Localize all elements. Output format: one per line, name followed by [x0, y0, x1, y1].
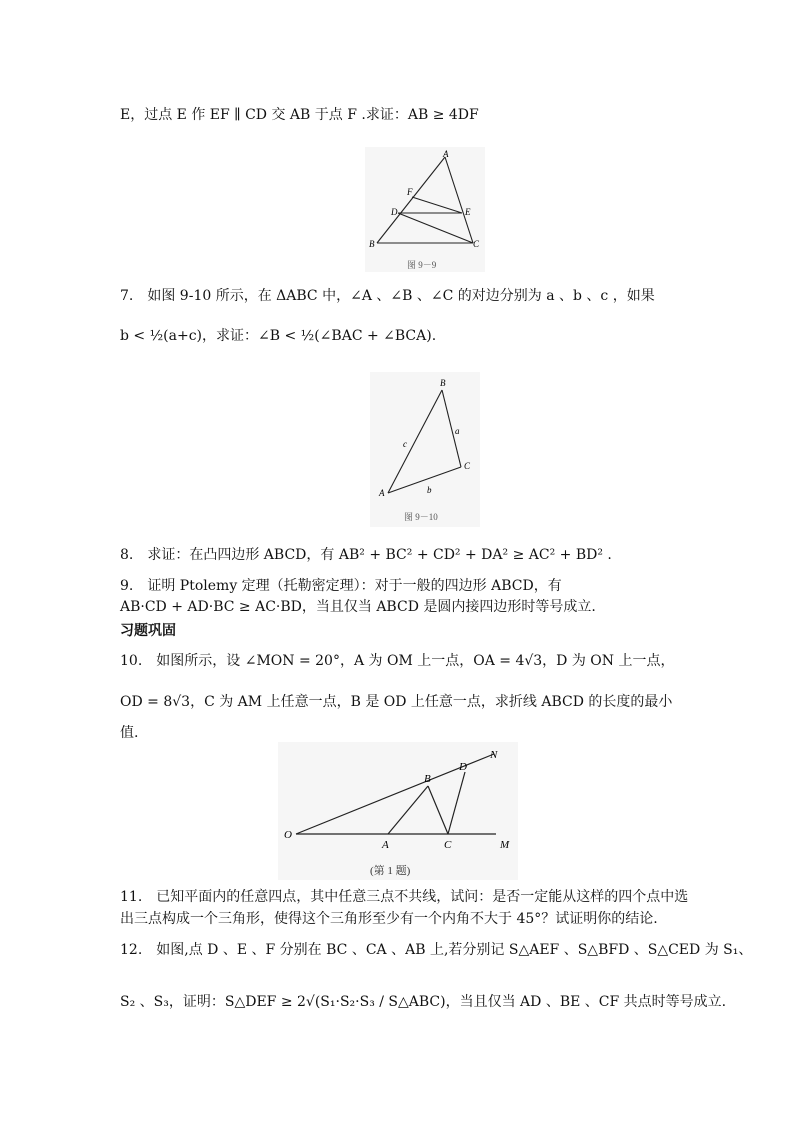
fig1-label-A: A	[382, 839, 389, 851]
fig99-label-F: F	[407, 187, 413, 197]
fig910-label-B: B	[440, 378, 446, 388]
section-heading: 习题巩固	[120, 623, 176, 639]
fig910-label-A: A	[379, 488, 385, 498]
fig910-label-C: C	[464, 461, 471, 471]
figure-q10	[278, 742, 518, 880]
q7-line1: 7. 如图 9-10 所示，在 ΔABC 中，∠A 、∠B 、∠C 的对边分别为 a 、b 、c ，如果	[120, 288, 655, 304]
q12-line2: S₂ 、S₃，证明：S△DEF ≥ 2√(S₁·S₂·S₃ / S△ABC)，当且仅当 AD 、BE 、CF 共点时等号成立.	[120, 994, 727, 1010]
fig99-label-C: C	[473, 239, 480, 249]
fig910-caption: 图 9－10	[404, 512, 438, 522]
fig1-label-B: B	[424, 773, 431, 785]
q10-line2: OD = 8√3，C 为 AM 上任意一点，B 是 OD 上任意一点，求折线 ABCD 的长度的最小	[120, 694, 673, 710]
fig1-caption: (第 1 题)	[370, 865, 411, 877]
fig99-label-D: D	[391, 207, 398, 217]
fig99-label-B: B	[369, 239, 375, 249]
q9-line1: 9. 证明 Ptolemy 定理（托勒密定理）：对于一般的四边形 ABCD，有	[120, 578, 562, 594]
fig910-label-c: c	[403, 439, 407, 449]
fig1-label-D: D	[459, 761, 467, 773]
figure-9-10	[370, 372, 480, 527]
fig1-label-M: M	[500, 839, 510, 851]
fig910-label-b: b	[427, 485, 432, 495]
fig99-caption: 图 9－9	[407, 260, 437, 270]
q12-line1: 12. 如图,点 D 、E 、F 分别在 BC 、CA 、AB 上,若分别记 S△AEF 、S△BFD 、S△CED 为 S₁、	[120, 942, 753, 958]
q10-line3: 值.	[120, 725, 139, 741]
q11-line2: 出三点构成一个三角形，使得这个三角形至少有一个内角不大于 45°？试证明你的结论.	[120, 911, 658, 927]
q11-line1: 11. 已知平面内的任意四点，其中任意三点不共线，试问：是否一定能从这样的四个点中选	[120, 889, 689, 905]
fig1-label-C: C	[444, 839, 452, 851]
q10-line1: 10. 如图所示，设 ∠MON = 20°，A 为 OM 上一点，OA = 4√3，D 为 ON 上一点，	[120, 653, 675, 669]
fig99-label-A: A	[443, 149, 449, 159]
q8-line: 8. 求证：在凸四边形 ABCD，有 AB² + BC² + CD² + DA² ≥ AC² + BD² .	[120, 547, 612, 563]
q7-line2: b < ½(a+c)，求证：∠B < ½(∠BAC + ∠BCA).	[120, 328, 437, 344]
fig99-label-E: E	[465, 207, 471, 217]
fig1-label-N: N	[490, 749, 498, 761]
intro-line: E，过点 E 作 EF ∥ CD 交 AB 于点 F .求证：AB ≥ 4DF	[120, 107, 479, 123]
q9-line2: AB·CD + AD·BC ≥ AC·BD，当且仅当 ABCD 是圆内接四边形时等号成立.	[120, 599, 596, 615]
fig910-label-a: a	[455, 426, 460, 436]
figure-9-9	[365, 147, 485, 272]
fig1-label-O: O	[284, 829, 292, 841]
